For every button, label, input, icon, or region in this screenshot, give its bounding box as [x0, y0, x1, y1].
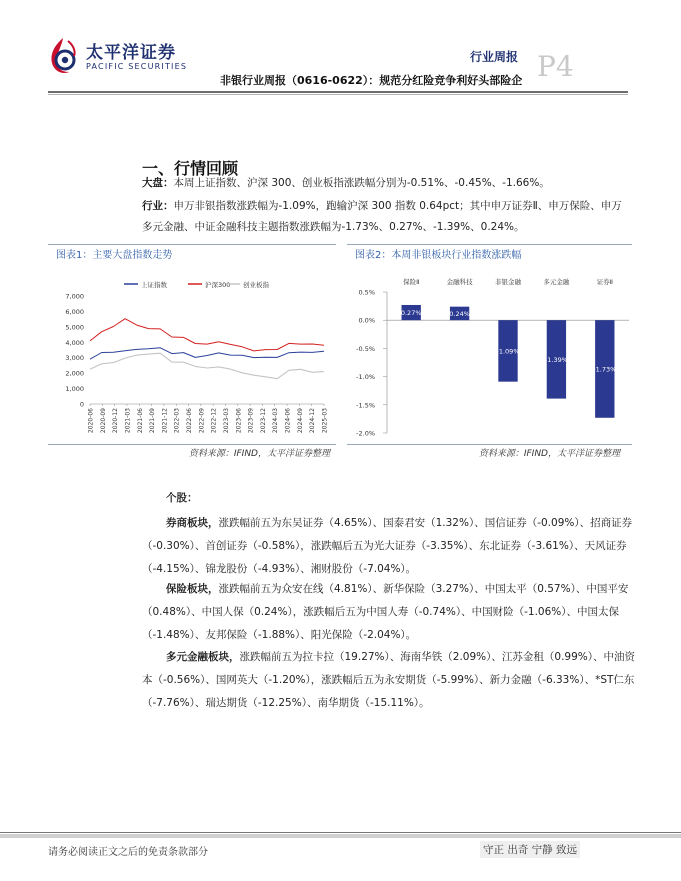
footer-divider [0, 832, 681, 833]
y-tick-label: 1,000 [65, 385, 84, 394]
x-tick-label: 2020-09 [99, 408, 107, 434]
bar-data-label: 0.27% [400, 309, 422, 318]
y-tick-label: 6,000 [65, 307, 84, 316]
category-label: 证券Ⅱ [596, 278, 613, 286]
y-tick-label: -0.5% [356, 344, 375, 353]
market-label: 大盘： [142, 177, 174, 189]
stocks-heading: 个股： [166, 492, 198, 504]
header-divider-thin [48, 94, 628, 95]
company-logo-icon [48, 36, 78, 76]
diversified-text: 涨跌幅前五为拉卡拉（19.27%）、海南华铁（2.09%）、江苏金租（0.99%）、中油资本（-0.56%）、国网英大（-1.20%），涨跌幅后五为永安期货（-5.99%）、新力金融（-6.33%）、*ST仁东（-7.76%）、瑞达期货（-12.25%）、南华期货（-15.11%）。 [142, 651, 635, 709]
y-tick-label: 7,000 [65, 292, 84, 301]
y-tick-label: 5,000 [65, 323, 84, 332]
x-tick-label: 2024-03 [272, 408, 280, 434]
bar-data-label: -1.39% [544, 355, 568, 364]
legend-label-3: 创业板指 [243, 281, 269, 289]
x-tick-label: 2022-06 [186, 408, 194, 434]
x-tick-label: 2023-06 [235, 408, 243, 434]
y-tick-label: 2,000 [65, 369, 84, 378]
insurance-text: 涨跌幅前五为众安在线（4.81%）、新华保险（3.27%）、中国太平（0.57%）、中国平安（0.48%）、中国人保（0.24%），涨跌幅后五为中国人寿（-0.74%）、中国财险（-1.06%）、中国太保（-1.48%）、友邦保险（-1.88%）、阳光保险（-2.04%）。 [142, 583, 629, 641]
x-tick-label: 2021-03 [124, 408, 132, 434]
industry-label: 行业： [142, 200, 174, 212]
x-tick-label: 2022-09 [198, 408, 206, 434]
series-line-2 [90, 319, 324, 351]
page-number: P4 [537, 50, 574, 83]
y-tick-label: 0 [79, 400, 84, 409]
figure2-title: 图表2：本周非银板块行业指数涨跌幅 [355, 250, 522, 261]
y-tick-label: 4,000 [65, 338, 84, 347]
x-tick-label: 2021-12 [161, 408, 169, 434]
footer-band [0, 834, 681, 838]
report-type: 行业周报 [470, 50, 519, 64]
footer-disclaimer: 请务必阅读正文之后的免责条款部分 [48, 847, 208, 858]
category-label: 保险Ⅱ [403, 278, 420, 286]
bar-data-label: -1.09% [496, 347, 520, 356]
header-divider [48, 91, 628, 93]
broker-paragraph [142, 512, 638, 581]
industry-paragraph [142, 196, 632, 238]
figure2-source: 资料来源：IFIND，太平洋证券整理 [478, 449, 620, 459]
figure1-source: 资料来源：IFIND，太平洋证券整理 [188, 449, 330, 459]
x-tick-label: 2024-06 [284, 408, 292, 434]
x-tick-label: 2024-12 [309, 408, 317, 434]
y-tick-label: 0.0% [358, 316, 375, 325]
series-line-3 [90, 353, 324, 379]
brand-name-en: PACIFIC SECURITIES [86, 62, 188, 71]
y-tick-label: -2.0% [356, 429, 375, 438]
y-tick-label: 0.5% [358, 288, 375, 297]
series-line-1 [90, 348, 324, 359]
x-tick-label: 2020-12 [112, 408, 120, 434]
category-label: 金融科技 [446, 278, 473, 286]
x-tick-label: 2024-09 [296, 408, 304, 434]
figure2-bar-chart [347, 268, 632, 444]
section-title: 一、行情回顾 [142, 159, 239, 178]
x-tick-label: 2023-12 [259, 408, 267, 434]
figure1-title: 图表1：主要大盘指数走势 [56, 250, 173, 261]
x-tick-label: 2023-03 [222, 408, 230, 434]
category-label: 非银金融 [495, 278, 521, 286]
market-text: 本周上证指数、沪深 300、创业板指涨跌幅分别为-0.51%、-0.45%、-1.66%。 [173, 177, 550, 189]
figure1-bottom-rule [48, 444, 336, 445]
y-tick-label: 3,000 [65, 354, 84, 363]
broker-text: 涨跌幅前五为东吴证券（4.65%）、国泰君安（1.32%）、国信证券（-0.09%）、招商证券（-0.30%）、首创证券（-0.58%），涨跌幅后五为光大证券（-3.35%）、东北证券（-3.61%）、天风证券（-4.15%）、锦龙股份（-4.93%）、湘财股份（-7.04%）。 [142, 517, 633, 575]
category-label: 多元金融 [543, 278, 570, 286]
bar-data-label: -1.73% [593, 365, 617, 374]
y-tick-label: -1.5% [356, 401, 375, 410]
figure2-bottom-rule [347, 444, 632, 445]
footer-motto: 守正 出奇 宁静 致远 [480, 841, 580, 858]
legend-label-1: 上证指数 [141, 281, 167, 289]
bar-data-label: 0.24% [449, 309, 470, 318]
broker-label: 券商板块， [166, 517, 219, 529]
x-tick-label: 2022-12 [210, 408, 218, 434]
diversified-label: 多元金融板块， [166, 651, 240, 663]
industry-text: 申万非银指数涨跌幅为-1.09%，跑输沪深 300 指数 0.64pct；其中申万证券Ⅱ、申万保险、申万多元金融、中证金融科技主题指数涨跌幅为-1.73%、0.27%、-1.39%、0.24%。 [142, 200, 622, 233]
figure1-line-chart [48, 268, 336, 444]
x-tick-label: 2022-03 [173, 408, 181, 434]
market-paragraph [142, 173, 632, 194]
x-tick-label: 2023-09 [247, 408, 255, 434]
diversified-paragraph [142, 646, 638, 715]
insurance-label: 保险板块， [166, 583, 219, 595]
x-tick-label: 2021-06 [136, 408, 144, 434]
report-title: 非银行业周报（0616-0622）：规范分红险竞争利好头部险企 [220, 74, 523, 87]
x-tick-label: 2020-06 [87, 408, 95, 434]
brand-name-cn: 太平洋证券 [86, 43, 176, 63]
insurance-paragraph [142, 578, 638, 647]
legend-label-2: 沪深300 [205, 281, 231, 289]
x-tick-label: 2021-09 [149, 408, 157, 434]
x-tick-label: 2025-03 [321, 408, 329, 434]
y-tick-label: -1.0% [356, 373, 375, 382]
